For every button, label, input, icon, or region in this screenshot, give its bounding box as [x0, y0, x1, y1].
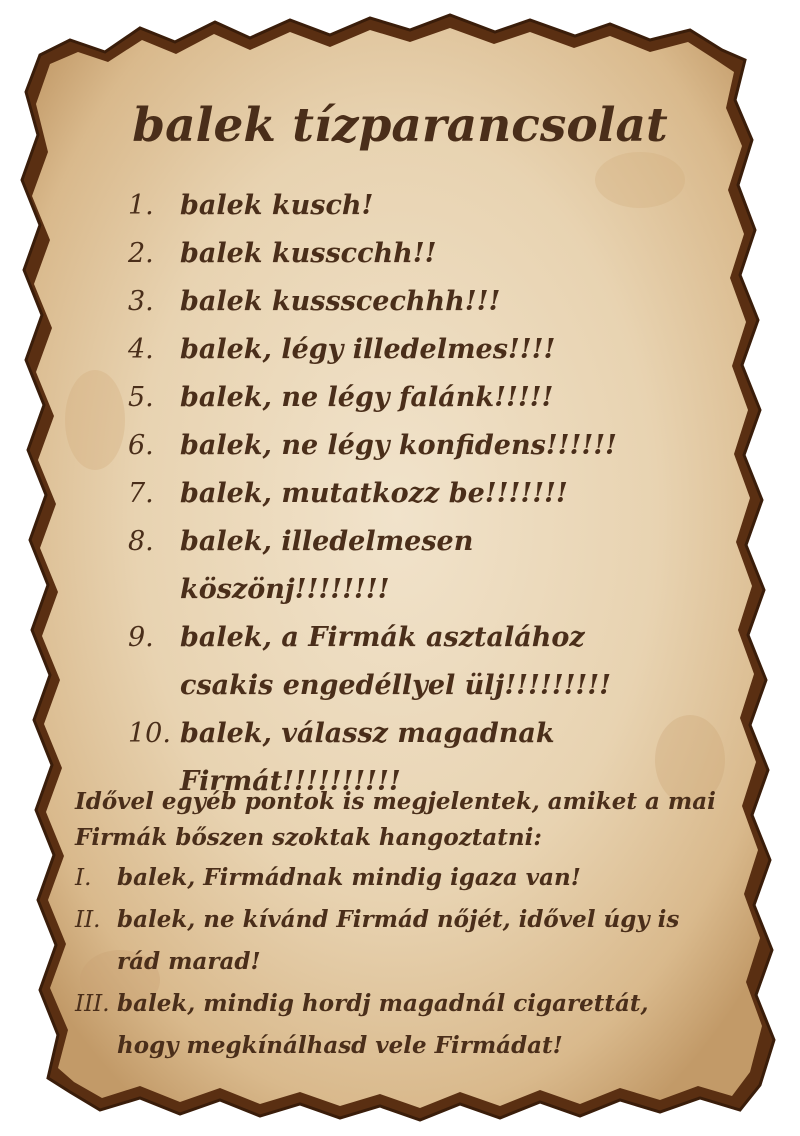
- commandment-text: balek, ne légy falánk!!!!!: [180, 382, 554, 413]
- commandment-number: 1.: [128, 190, 154, 221]
- commandment-text: csakis engedéllyel ülj!!!!!!!!!: [180, 670, 611, 701]
- commandment-text: köszönj!!!!!!!!: [180, 574, 390, 605]
- commandment-text: balek, a Firmák asztalához: [180, 622, 585, 653]
- commandment-text: balek kusch!: [180, 190, 374, 221]
- extra-point-text: balek, ne kívánd Firmád nőjét, idővel úgy is: [117, 906, 680, 933]
- commandment-number: 8.: [128, 526, 154, 557]
- parchment-stain: [595, 152, 685, 208]
- commandment-number: 7.: [128, 478, 154, 509]
- commandment-number: 5.: [128, 382, 154, 413]
- commandment-number: 2.: [128, 238, 154, 269]
- commandment-text: balek, illedelmesen: [180, 526, 474, 557]
- commandment-text: balek, ne légy konfidens!!!!!!: [180, 430, 617, 461]
- commandment-text: balek, légy illedelmes!!!!: [180, 334, 556, 365]
- intro-line: Idővel egyéb pontok is megjelentek, amiket a mai: [75, 788, 716, 815]
- extra-point-text: balek, Firmádnak mindig igaza van!: [117, 864, 581, 891]
- commandment-text: balek kussscechhh!!!: [180, 286, 501, 317]
- intro-line: Firmák bőszen szoktak hangoztatni:: [75, 824, 542, 851]
- extra-point-number: III.: [75, 991, 110, 1017]
- extra-point-text: hogy megkínálhasd vele Firmádat!: [117, 1032, 563, 1059]
- commandment-number: 6.: [128, 430, 154, 461]
- extra-point-text: balek, mindig hordj magadnál cigarettát,: [117, 990, 649, 1017]
- page-title: balek tízparancsolat: [132, 98, 668, 153]
- commandment-number: 3.: [128, 286, 154, 317]
- extra-point-number: II.: [75, 907, 101, 933]
- parchment-stain: [65, 370, 125, 470]
- extra-point-number: I.: [75, 865, 92, 891]
- extra-point-text: rád marad!: [117, 948, 261, 975]
- commandment-number: 10.: [128, 718, 171, 749]
- commandment-text: balek, mutatkozz be!!!!!!!: [180, 478, 568, 509]
- commandment-number: 4.: [128, 334, 154, 365]
- commandment-text: Firmát!!!!!!!!!!: [180, 766, 401, 797]
- commandment-number: 9.: [128, 622, 154, 653]
- commandment-text: balek, válassz magadnak: [180, 718, 555, 749]
- commandment-text: balek kusscchh!!: [180, 238, 437, 269]
